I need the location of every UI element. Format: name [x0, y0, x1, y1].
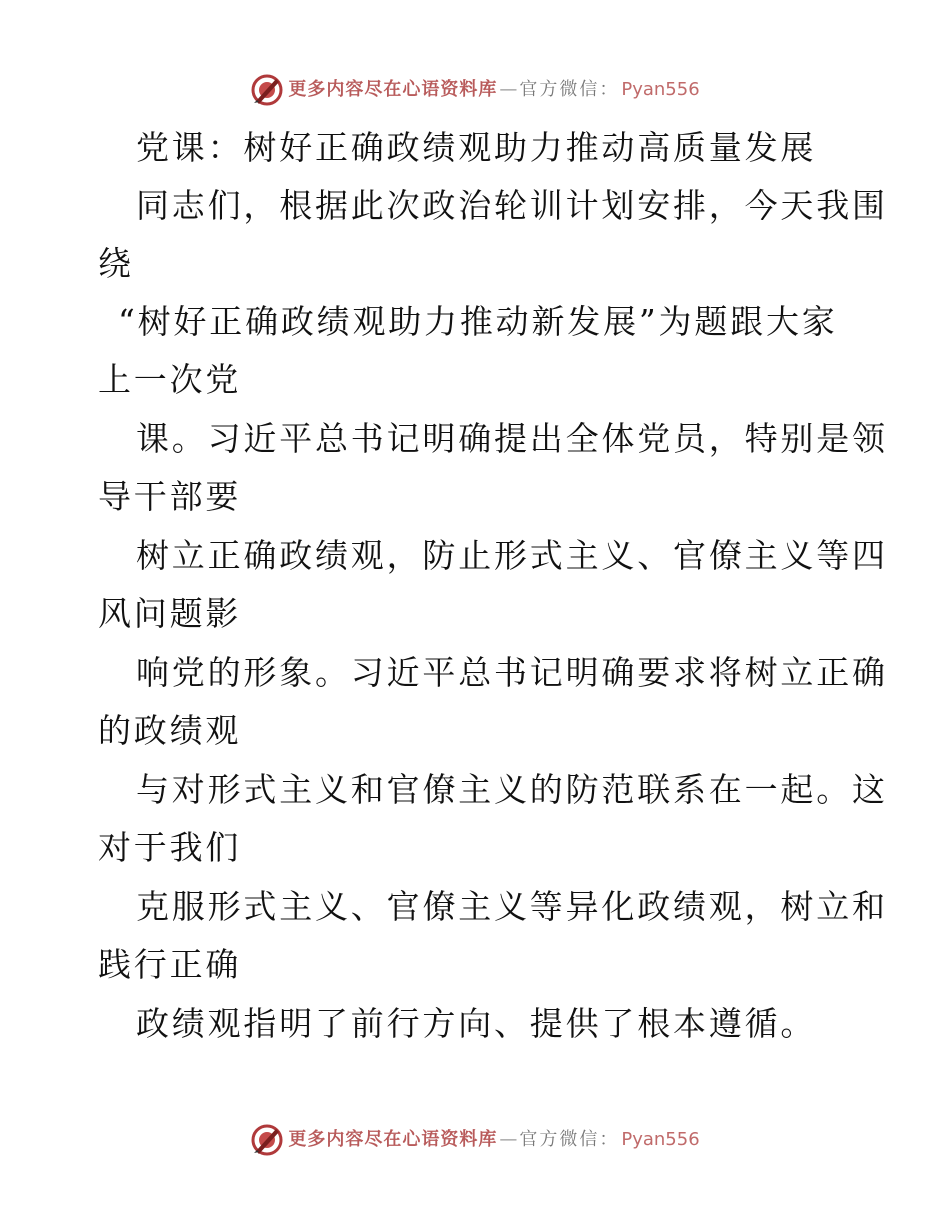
watermark-separator: —: [499, 1129, 518, 1150]
paragraph-line: 绕: [98, 244, 134, 283]
paragraph-line: 响党的形象。习近平总书记明确要求将树立正确: [136, 653, 888, 692]
watermark-header: [0, 70, 950, 110]
paragraph-line: 践行正确: [98, 945, 242, 984]
paragraph-line: 树立正确政绩观，防止形式主义、官僚主义等四: [136, 536, 888, 575]
paragraph-line: 的政绩观: [98, 711, 242, 750]
paragraph-line: 课。习近平总书记明确提出全体党员，特别是领: [136, 419, 888, 458]
watermark-footer: [0, 1120, 950, 1160]
watermark-official-label: 官方微信：: [519, 79, 620, 100]
paragraph-line: 上一次党: [98, 360, 242, 399]
watermark-brand: 更多内容尽在心语资料库: [288, 1129, 498, 1150]
paragraph-line: 克服形式主义、官僚主义等异化政绩观，树立和: [136, 887, 888, 926]
document-title: 党课：树好正确政绩观助力推动高质量发展: [136, 128, 817, 167]
paragraph-line: 风问题影: [98, 594, 242, 633]
watermark-brand: 更多内容尽在心语资料库: [288, 79, 498, 100]
watermark-official-label: 官方微信：: [519, 1129, 620, 1150]
paragraph-line: 同志们，根据此次政治轮训计划安排，今天我围: [136, 186, 888, 225]
paragraph-line: 政绩观指明了前行方向、提供了根本遵循。: [136, 1004, 817, 1043]
paragraph-line: 与对形式主义和官僚主义的防范联系在一起。这: [136, 770, 888, 809]
watermark-wechat-id: Pyan556: [621, 1129, 700, 1150]
paragraph-line: 对于我们: [98, 828, 242, 867]
pen-seal-icon: [250, 73, 284, 107]
watermark-separator: —: [499, 79, 518, 100]
paragraph-line: 导干部要: [98, 477, 242, 516]
watermark-wechat-id: Pyan556: [621, 79, 700, 100]
paragraph-line: “树好正确政绩观助力推动新发展”为题跟大家: [118, 302, 838, 341]
pen-seal-icon: [250, 1123, 284, 1157]
